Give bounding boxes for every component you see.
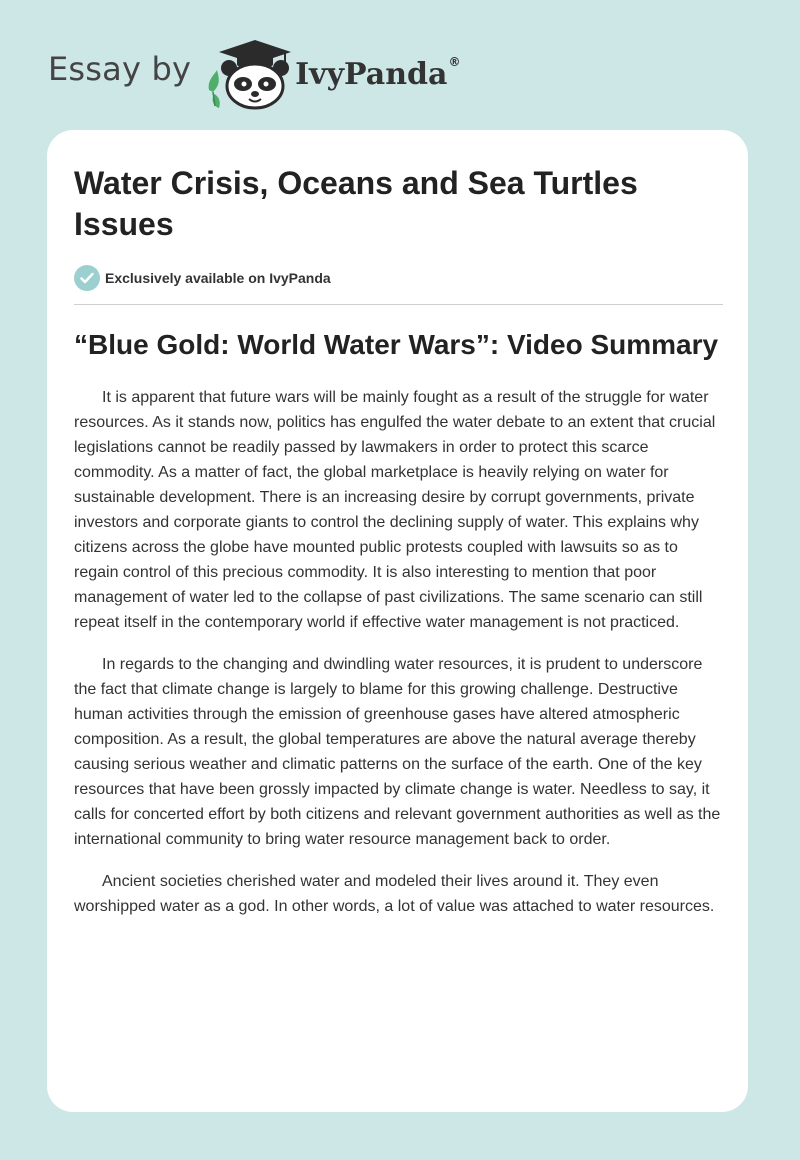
- section-heading: “Blue Gold: World Water Wars”: Video Summary: [74, 329, 719, 360]
- divider: [74, 304, 723, 305]
- brand-prefix: Essay by: [48, 50, 192, 88]
- paragraph: Ancient societies cherished water and modeled their lives around it. They even worshipped water as a god. In other words, a lot of value was attached to water resources.: [74, 873, 715, 915]
- essay-body: [74, 385, 722, 919]
- page-title: Water Crisis, Oceans and Sea Turtles Issues: [74, 165, 638, 242]
- registered-mark: ®: [448, 54, 461, 69]
- site-header: [48, 34, 460, 110]
- exclusive-label: Exclusively available on IvyPanda: [105, 270, 331, 286]
- paragraph: It is apparent that future wars will be mainly fought as a result of the struggle for water resources. As it stands now, politics has engulfed the water debate to an extent that crucial legislations cannot be readily passed by lawmakers in order to protect this scarce commodity. As a matter of fact, the global marketplace is heavily relying on water for sustainable development. There is an increasing desire by corrupt governments, private investors and corporate giants to control the declining supply of water. This explains why citizens across the globe have mounted public protests coupled with lawsuits so as to regain control of this precious commodity. It is also interesting to mention that poor management of water led to the collapse of past civilizations. The same scenario can still repeat itself in the contemporary world if effective water management is not practiced.: [74, 389, 716, 631]
- check-icon: [74, 265, 100, 291]
- exclusive-badge: [74, 265, 722, 291]
- essay-card: [47, 130, 748, 1112]
- panda-logo-icon[interactable]: [201, 34, 293, 110]
- paragraph: In regards to the changing and dwindling water resources, it is prudent to underscore the fact that climate change is largely to blame for this growing challenge. Destructive human activities through the emission of greenhouse gases have altered atmospheric composition. As a result, the global temperatures are above the natural average thereby causing serious weather and climatic patterns on the surface of the earth. One of the key resources that have been grossly impacted by climate change is water. Needless to say, it calls for concerted effort by both citizens and relevant government authorities as well as the international community to bring water resource management back to order.: [74, 656, 721, 848]
- brand-name[interactable]: IvyPanda®: [295, 54, 461, 92]
